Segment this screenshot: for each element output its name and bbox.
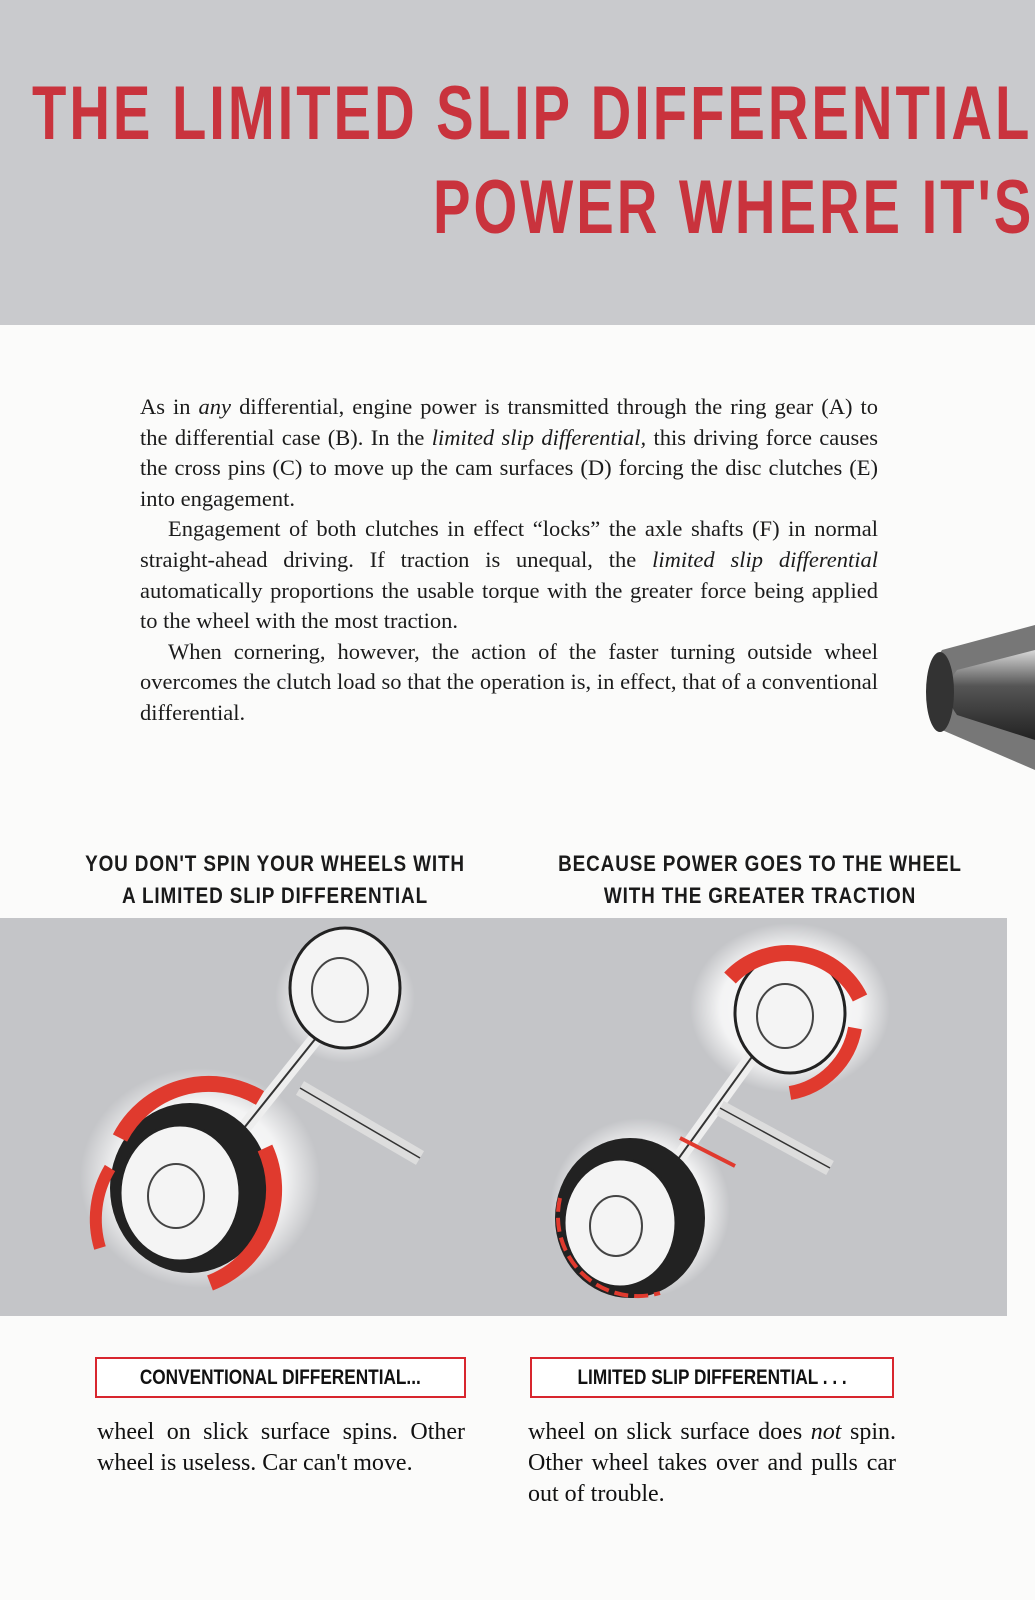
text: Engagement of both clutches in effect “locks” the axle shafts (F) in normal straight-ahead driving. If traction is unequal, the bbox=[140, 516, 878, 572]
title-line-1: THE LIMITED SLIP DIFFERENTIAL bbox=[32, 71, 1033, 156]
limited-slip-diagram bbox=[550, 923, 890, 1298]
label-text: LIMITED SLIP DIFFERENTIAL . . . bbox=[577, 1365, 847, 1389]
text-italic: limited slip differential, bbox=[431, 424, 647, 450]
paragraph-1 bbox=[140, 392, 878, 514]
wheel-axle-illustration bbox=[0, 918, 1007, 1316]
text: differential, engine power is transmitted through the ring gear (A) to the differential case (B). In the bbox=[140, 394, 878, 450]
heading-line: YOU DON'T SPIN YOUR WHEELS WITH bbox=[85, 851, 465, 876]
paragraph-3: When cornering, however, the action of the faster turning outside wheel overcomes the clutch load so that the operation is, in effect, that of a conventional differential. bbox=[140, 638, 878, 725]
text-italic: limited slip differential bbox=[652, 546, 878, 572]
heading-line: BECAUSE POWER GOES TO THE WHEEL bbox=[558, 851, 962, 876]
body-text bbox=[140, 392, 878, 729]
limited-slip-differential-label bbox=[530, 1357, 894, 1398]
axle-shaft-illustration bbox=[912, 610, 1035, 780]
paragraph-2 bbox=[140, 514, 878, 636]
conventional-diagram bbox=[80, 928, 420, 1288]
text: this driving force causes the cross pins (C) to move up the cam surfaces (D) forcing the disc clutches (E) into engagement. bbox=[140, 424, 879, 511]
text: spin. Other wheel takes over and pulls car out of trouble. bbox=[528, 1419, 896, 1507]
text: automatically proportions the usable torque with the greater force being applied to the wheel with the most traction. bbox=[140, 577, 878, 634]
text-italic: not bbox=[810, 1419, 842, 1445]
heading-left bbox=[64, 848, 485, 912]
title-banner bbox=[0, 0, 1035, 325]
heading-right bbox=[545, 848, 975, 912]
conventional-caption: wheel on slick surface spins. Other wheel is useless. Car can't move. bbox=[97, 1419, 465, 1476]
text: wheel on slick surface does bbox=[528, 1419, 811, 1445]
conventional-differential-label bbox=[95, 1357, 466, 1398]
heading-line: WITH THE GREATER TRACTION bbox=[603, 883, 917, 908]
label-text: CONVENTIONAL DIFFERENTIAL... bbox=[140, 1365, 421, 1389]
title-line-2: POWER WHERE IT'S bbox=[433, 165, 1035, 250]
text: As in bbox=[140, 394, 199, 419]
text-italic: any bbox=[198, 394, 232, 419]
limited-slip-caption bbox=[528, 1417, 896, 1510]
heading-line: A LIMITED SLIP DIFFERENTIAL bbox=[122, 883, 428, 908]
illustration-panel bbox=[0, 918, 1007, 1316]
